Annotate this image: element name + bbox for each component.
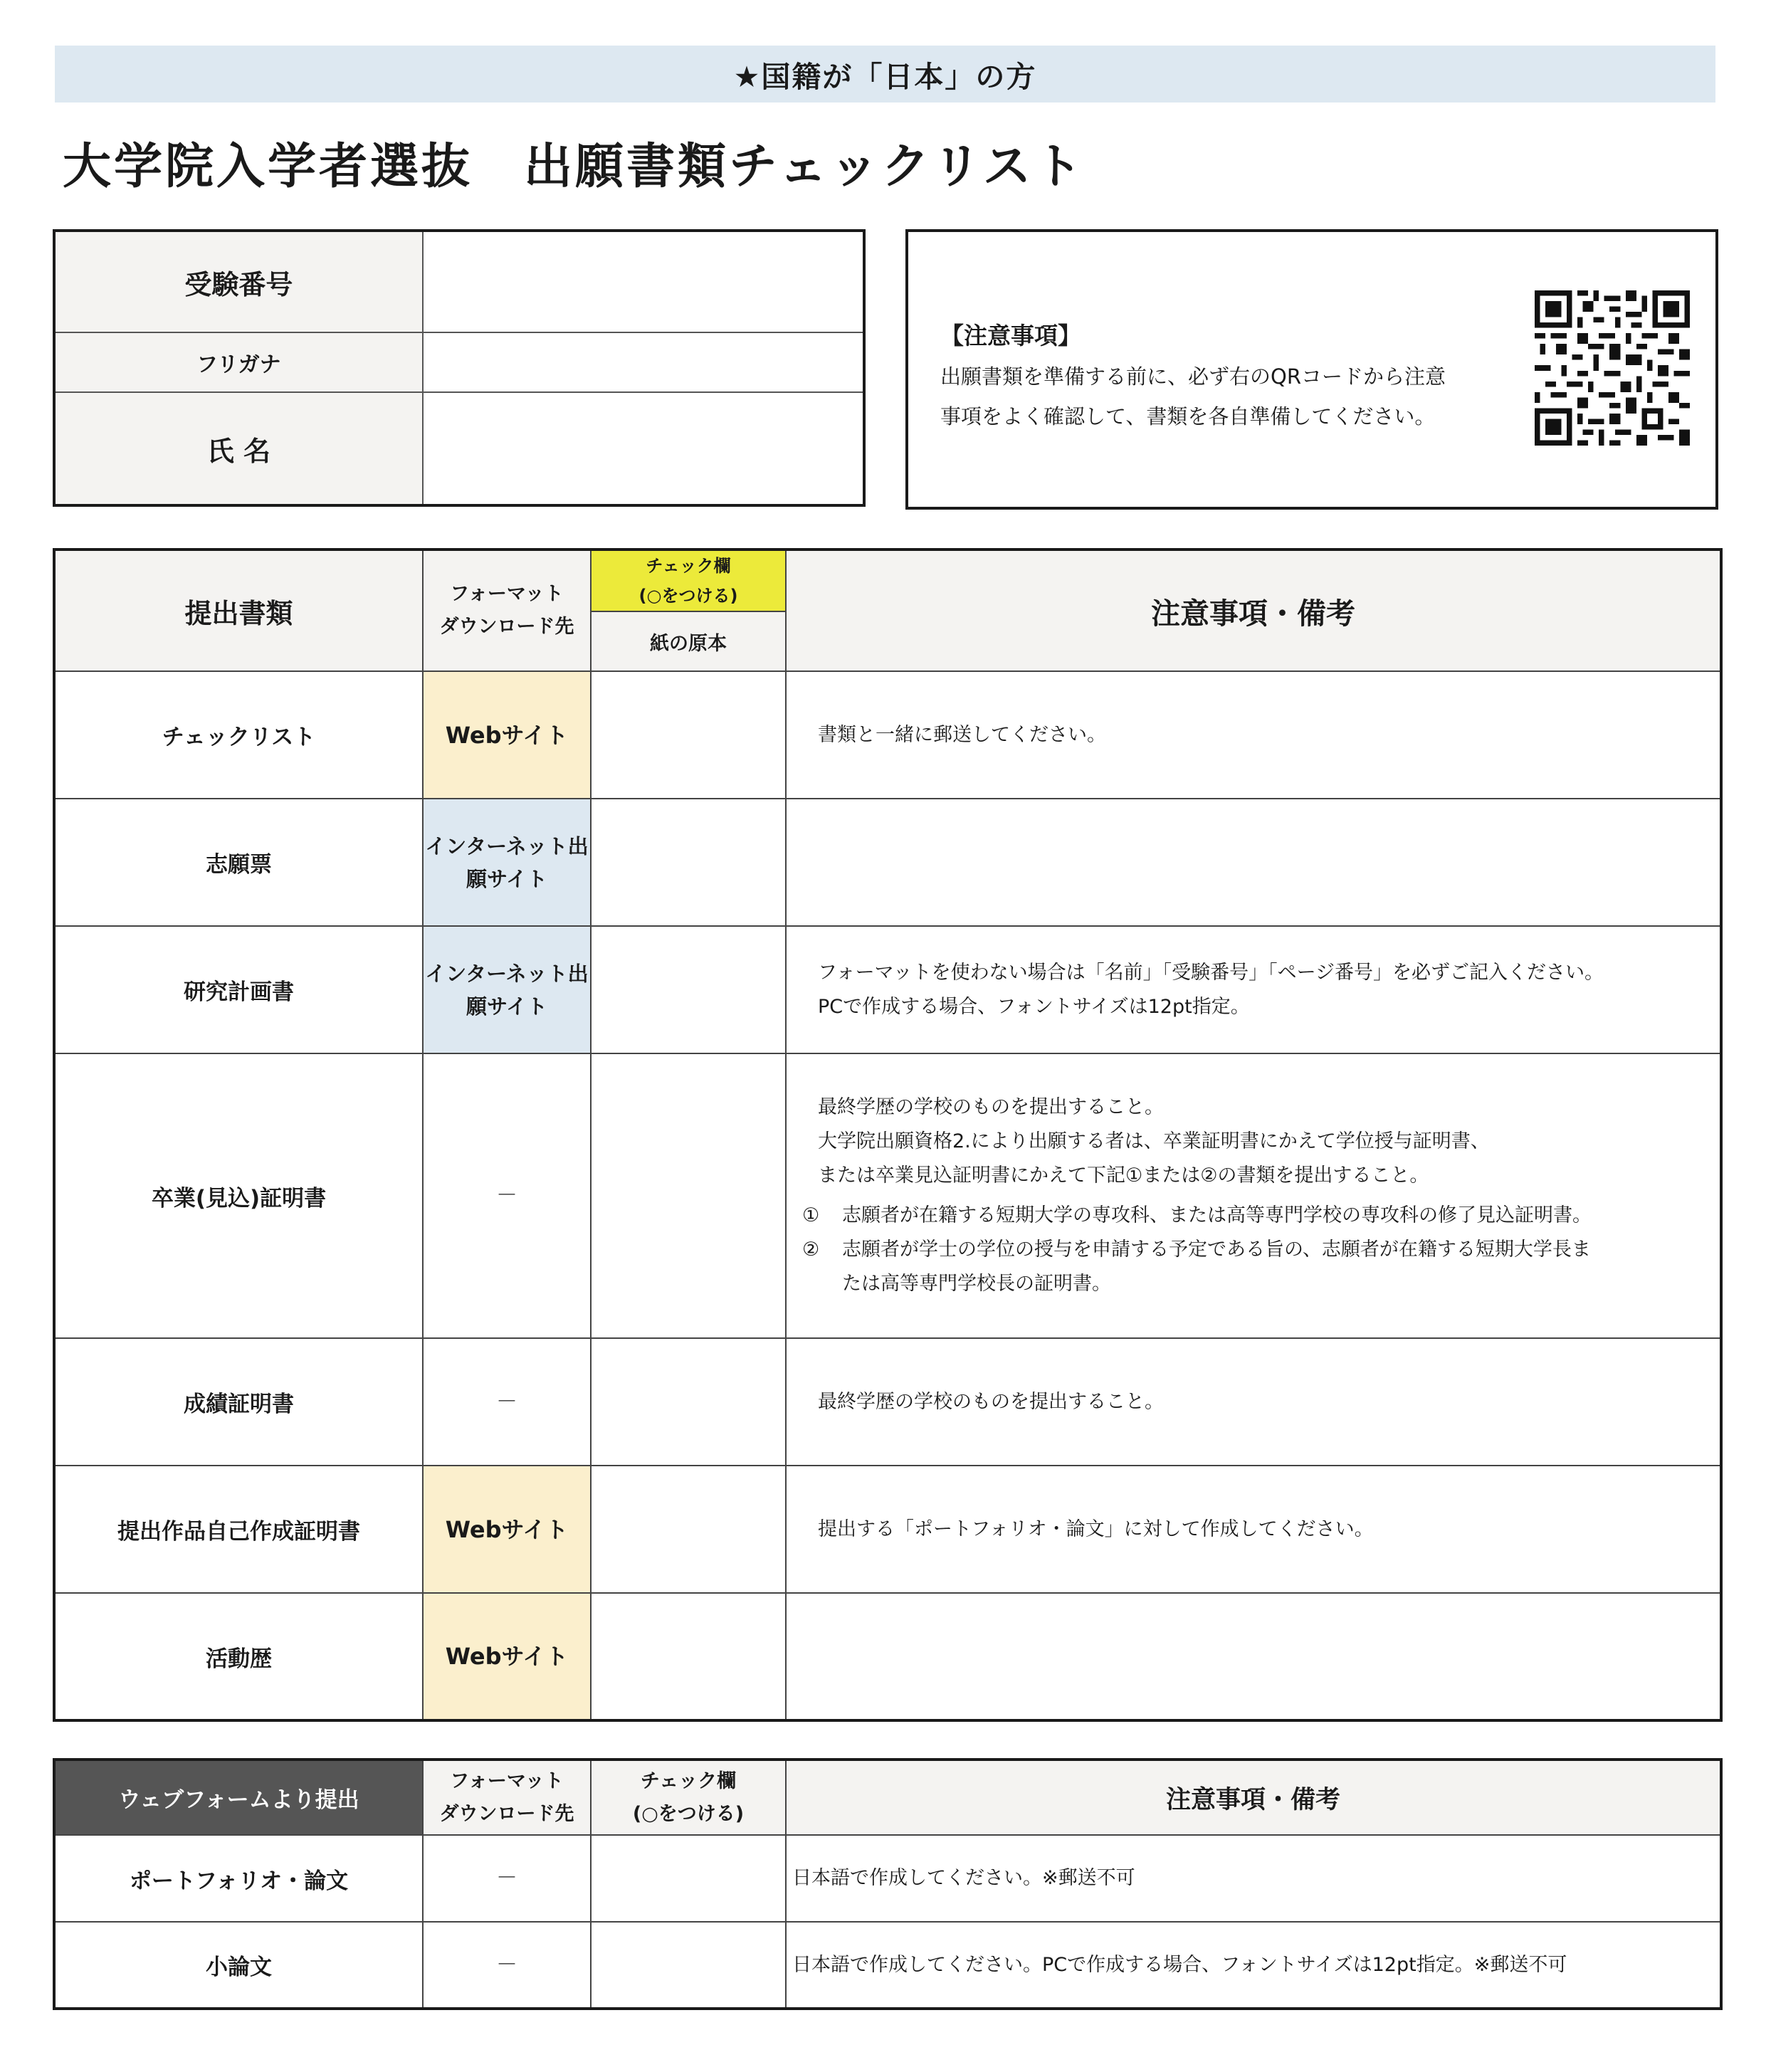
notice-box: [905, 229, 1718, 510]
note-list-text: 志願者が在籍する短期大学の専攻科、または高等専門学校の専攻科の修了見込証明書。: [842, 1204, 1592, 1226]
doc-name: 成績証明書: [54, 1338, 423, 1466]
furigana-label: フリガナ: [54, 332, 423, 392]
doc-name: 提出作品自己作成証明書: [54, 1466, 423, 1593]
header-format: [423, 549, 591, 671]
format-line: 願サイト: [466, 866, 547, 891]
name-field[interactable]: [423, 392, 864, 505]
note-cell: [786, 799, 1721, 926]
table-row: [54, 1338, 1721, 1466]
note-cell: 最終学歴の学校のものを提出すること。: [786, 1338, 1721, 1466]
table-row: [54, 671, 1721, 799]
header-document: 提出書類: [54, 549, 423, 671]
format-line: インターネット出: [425, 961, 589, 986]
format-link-internet[interactable]: [423, 799, 591, 926]
note-list-item: [802, 1199, 1720, 1233]
table-row: [54, 1835, 1721, 1922]
exam-number-field[interactable]: [423, 231, 864, 332]
note-line: PCで作成する場合、フォントサイズは12pt指定。: [818, 995, 1250, 1018]
note-cell: 提出する「ポートフォリオ・論文」に対して作成してください。: [786, 1466, 1721, 1593]
header-format-line: フォーマット: [450, 1769, 564, 1792]
table-row: [54, 1466, 1721, 1593]
doc-name: チェックリスト: [54, 671, 423, 799]
check-cell[interactable]: [591, 1922, 786, 2009]
note-cell: 書類と一緒に郵送してください。: [786, 671, 1721, 799]
format-line: インターネット出: [425, 833, 589, 858]
note-cell: [786, 1053, 1721, 1338]
check-cell[interactable]: [591, 1466, 786, 1593]
note-line: 大学院出願資格2.により出願する者は、卒業証明書にかえて学位授与証明書、: [818, 1130, 1490, 1152]
format-link-web[interactable]: Webサイト: [423, 671, 591, 799]
note-list-number: ②: [802, 1239, 820, 1261]
note-list-line: 志願者が学士の学位の授与を申請する予定である旨の、志願者が在籍する短期大学長ま: [842, 1239, 1591, 1261]
header-format-line: ダウンロード先: [439, 1802, 574, 1825]
notice-title: 【注意事項】: [940, 322, 1081, 349]
doc-name: 小論文: [54, 1922, 423, 2009]
notice-body: [940, 357, 1517, 436]
table-row: [54, 1593, 1721, 1720]
note-cell: [786, 926, 1721, 1053]
table-row: [54, 1053, 1721, 1338]
note-list-item: [802, 1233, 1720, 1301]
header-check-line: (○をつける): [638, 586, 738, 606]
doc-name: 研究計画書: [54, 926, 423, 1053]
applicant-info-table: [53, 229, 866, 507]
header-paper-original: 紙の原本: [591, 611, 786, 671]
qr-code-icon[interactable]: [1535, 290, 1690, 446]
exam-number-label: 受験番号: [54, 231, 423, 332]
format-none: －: [423, 1053, 591, 1338]
doc-name: ポートフォリオ・論文: [54, 1835, 423, 1922]
note-list-text: [842, 1233, 1591, 1301]
format-line: 願サイト: [466, 994, 547, 1019]
check-cell[interactable]: [591, 1338, 786, 1466]
doc-name: 卒業(見込)証明書: [54, 1053, 423, 1338]
note-line: フォーマットを使わない場合は「名前」「受験番号」「ページ番号」を必ずご記入ください。: [818, 961, 1604, 984]
format-none: －: [423, 1338, 591, 1466]
header-format-line: ダウンロード先: [439, 616, 574, 638]
page-title: 大学院入学者選抜 出願書類チェックリスト: [63, 139, 1086, 195]
header-check: [591, 1760, 786, 1835]
header-notes: 注意事項・備考: [786, 1760, 1721, 1835]
header-webform-section: ウェブフォームより提出: [54, 1760, 423, 1835]
check-cell[interactable]: [591, 799, 786, 926]
note-cell: 日本語で作成してください。PCで作成する場合、フォントサイズは12pt指定。※郵送不可: [786, 1922, 1721, 2009]
note-line: 最終学歴の学校のものを提出すること。: [818, 1096, 1164, 1118]
format-none: －: [423, 1922, 591, 2009]
furigana-field[interactable]: [423, 332, 864, 392]
name-label: 氏 名: [54, 392, 423, 505]
header-check-line: (○をつける): [632, 1802, 745, 1825]
doc-name: 活動歴: [54, 1593, 423, 1720]
doc-name: 志願票: [54, 799, 423, 926]
format-link-web[interactable]: Webサイト: [423, 1593, 591, 1720]
table-row: [54, 926, 1721, 1053]
header-format: [423, 1760, 591, 1835]
document-checklist-table: [53, 548, 1723, 1722]
header-format-line: フォーマット: [450, 583, 564, 605]
table-row: [54, 799, 1721, 926]
format-link-web[interactable]: Webサイト: [423, 1466, 591, 1593]
note-list-line: たは高等専門学校長の証明書。: [842, 1273, 1111, 1295]
check-cell[interactable]: [591, 671, 786, 799]
notice-line: 事項をよく確認して、書類を各自準備してください。: [940, 404, 1436, 428]
format-none: －: [423, 1835, 591, 1922]
check-cell[interactable]: [591, 1593, 786, 1720]
check-cell[interactable]: [591, 1835, 786, 1922]
nationality-banner: ★国籍が「日本」の方: [55, 46, 1715, 102]
header-check-line: チェック欄: [646, 556, 731, 576]
note-list-number: ①: [802, 1204, 820, 1226]
header-check: [591, 549, 786, 611]
note-cell: [786, 1593, 1721, 1720]
note-line: または卒業見込証明書にかえて下記①または②の書類を提出すること。: [818, 1164, 1429, 1187]
header-notes: 注意事項・備考: [786, 549, 1721, 671]
check-cell[interactable]: [591, 926, 786, 1053]
note-cell: 日本語で作成してください。※郵送不可: [786, 1835, 1721, 1922]
webform-submission-table: [53, 1758, 1723, 2010]
format-link-internet[interactable]: [423, 926, 591, 1053]
notice-line: 出願書類を準備する前に、必ず右のQRコードから注意: [940, 364, 1446, 389]
header-check-line: チェック欄: [640, 1769, 737, 1792]
table-row: [54, 1922, 1721, 2009]
check-cell[interactable]: [591, 1053, 786, 1338]
